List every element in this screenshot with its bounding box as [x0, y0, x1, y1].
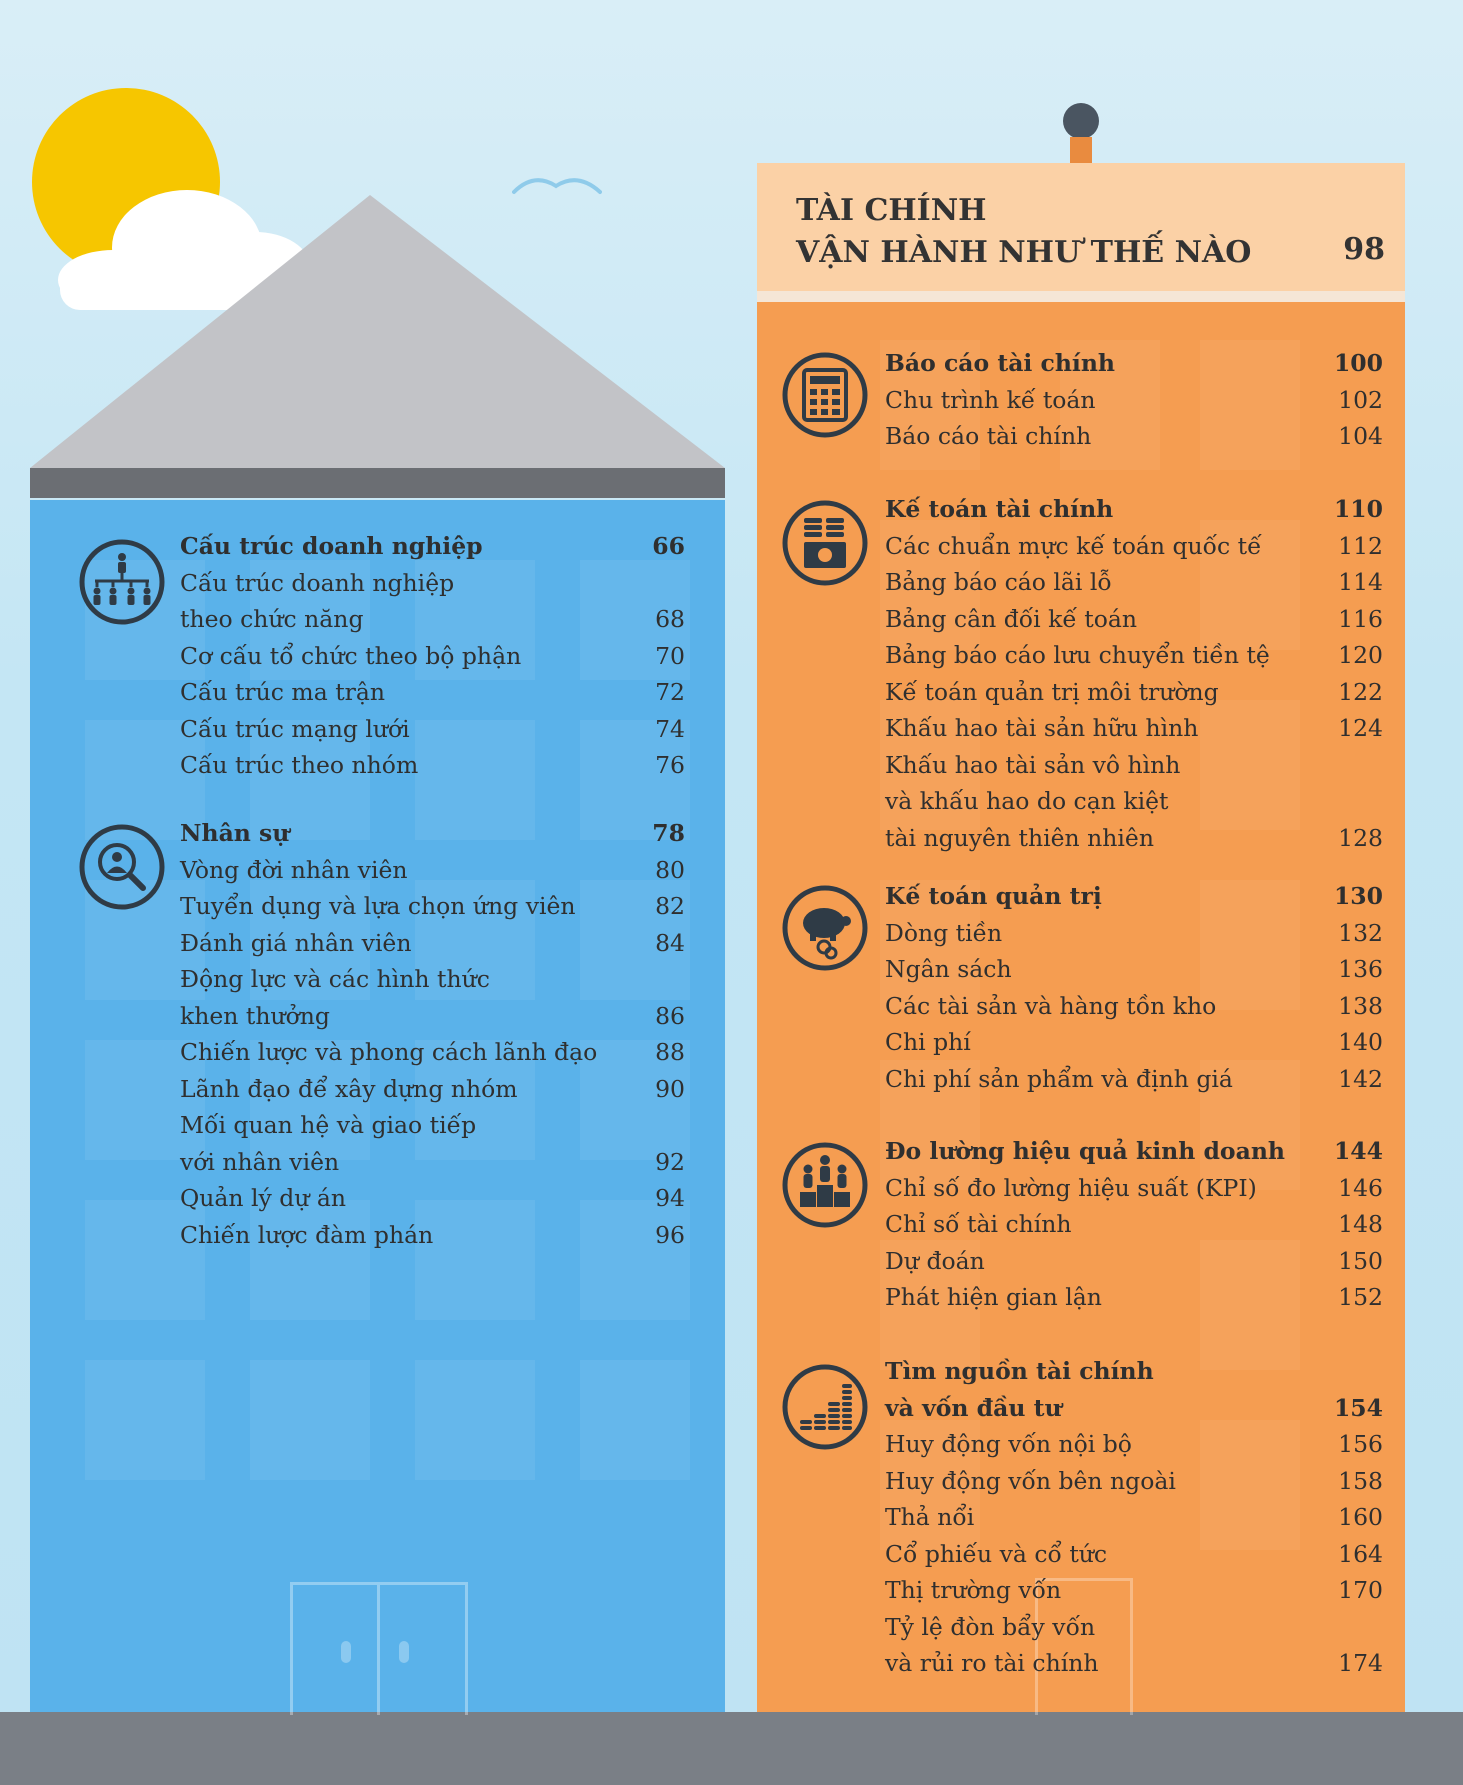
chapter-page: 98	[1343, 232, 1385, 267]
ground-strip	[0, 1712, 1463, 1785]
left-door	[290, 1582, 468, 1715]
toc-entry[interactable]: Các chuẩn mực kế toán quốc tế 112	[885, 531, 1383, 560]
toc-entry[interactable]: Dòng tiền 132	[885, 918, 1383, 947]
section-heading[interactable]: Báo cáo tài chính 100	[885, 349, 1383, 377]
toc-entry[interactable]: Thả nổi 160	[885, 1503, 1383, 1531]
toc-entry[interactable]: Kế toán quản trị môi trường 122	[885, 677, 1383, 706]
toc-entry[interactable]: Chu trình kế toán 102	[885, 385, 1383, 414]
toc-entry[interactable]: Cơ cấu tổ chức theo bộ phận 70	[180, 641, 685, 670]
section-heading[interactable]: Nhân sự 78	[180, 819, 685, 847]
chapter-title-line2: VẬN HÀNH NHƯ THẾ NÀO	[796, 235, 1252, 270]
person-search-icon	[77, 822, 167, 912]
toc-entry[interactable]: Ngân sách 136	[885, 955, 1383, 983]
roof-eave	[30, 468, 725, 498]
section-heading[interactable]: Kế toán quản trị 130	[885, 882, 1383, 910]
toc-entry[interactable]: Đánh giá nhân viên 84	[180, 928, 685, 957]
calculator-icon	[780, 350, 870, 440]
chapter-title	[796, 190, 1251, 274]
toc-entry[interactable]: Mối quan hệ và giao tiếp với nhân viên 92	[180, 1111, 685, 1176]
toc-entry[interactable]: Cấu trúc mạng lưới 74	[180, 714, 685, 743]
antenna-ball	[1063, 103, 1099, 139]
toc-entry[interactable]: Lãnh đạo để xây dựng nhóm 90	[180, 1074, 685, 1103]
bird-icon	[512, 170, 602, 198]
toc-entry[interactable]: Dự đoán 150	[885, 1246, 1383, 1275]
coin-stacks-icon	[780, 1362, 870, 1452]
toc-entry[interactable]: Phát hiện gian lận 152	[885, 1283, 1383, 1311]
toc-section-performance-measurement	[885, 1133, 1383, 1316]
toc-section-human-resources	[180, 815, 685, 1253]
toc-section-finance-investment	[885, 1353, 1383, 1682]
toc-entry[interactable]: Động lực và các hình thức khen thưởng 86	[180, 965, 685, 1030]
toc-entry[interactable]: Cấu trúc ma trận 72	[180, 678, 685, 706]
coins-banknote-icon	[780, 498, 870, 588]
toc-entry[interactable]: Bảng báo cáo lưu chuyển tiền tệ 120	[885, 641, 1383, 669]
org-chart-icon	[77, 537, 167, 627]
piggy-bank-icon	[780, 883, 870, 973]
section-heading[interactable]: Cấu trúc doanh nghiệp 66	[180, 532, 685, 560]
toc-entry[interactable]: Huy động vốn bên ngoài 158	[885, 1466, 1383, 1495]
toc-entry[interactable]: Chi phí 140	[885, 1028, 1383, 1056]
toc-entry[interactable]: Cấu trúc theo nhóm 76	[180, 751, 685, 779]
header-gap	[757, 291, 1405, 302]
toc-entry[interactable]: Báo cáo tài chính 104	[885, 422, 1383, 450]
section-heading[interactable]: Kế toán tài chính 110	[885, 495, 1383, 523]
section-heading[interactable]: Đo lường hiệu quả kinh doanh 144	[885, 1137, 1383, 1165]
toc-entry[interactable]: Chi phí sản phẩm và định giá 142	[885, 1064, 1383, 1093]
toc-entry[interactable]: Khấu hao tài sản vô hình và khấu hao do cạn kiệt tài nguyên thiên nhiên 128	[885, 750, 1383, 852]
chapter-title-line1: TÀI CHÍNH	[796, 193, 987, 228]
toc-entry[interactable]: Khấu hao tài sản hữu hình 124	[885, 714, 1383, 742]
toc-entry[interactable]: Chiến lược và phong cách lãnh đạo 88	[180, 1038, 685, 1066]
toc-entry[interactable]: Chỉ số tài chính 148	[885, 1210, 1383, 1238]
toc-entry[interactable]: Cổ phiếu và cổ tức 164	[885, 1539, 1383, 1568]
toc-entry[interactable]: Cấu trúc doanh nghiệp theo chức năng 68	[180, 568, 685, 633]
toc-entry[interactable]: Quản lý dự án 94	[180, 1184, 685, 1212]
antenna-pole	[1070, 137, 1092, 163]
section-heading[interactable]: Tìm nguồn tài chính và vốn đầu tư 154	[885, 1357, 1383, 1422]
toc-entry[interactable]: Thị trường vốn 170	[885, 1576, 1383, 1604]
toc-entry[interactable]: Huy động vốn nội bộ 156	[885, 1430, 1383, 1458]
roof	[30, 195, 725, 470]
toc-entry[interactable]: Tỷ lệ đòn bẩy vốn và rủi ro tài chính 174	[885, 1612, 1383, 1677]
toc-section-management-accounting	[885, 878, 1383, 1097]
toc-section-financial-accounting	[885, 491, 1383, 856]
podium-icon	[780, 1140, 870, 1230]
toc-entry[interactable]: Chiến lược đàm phán 96	[180, 1220, 685, 1249]
toc-entry[interactable]: Vòng đời nhân viên 80	[180, 855, 685, 884]
toc-entry[interactable]: Chỉ số đo lường hiệu suất (KPI) 146	[885, 1173, 1383, 1202]
toc-entry[interactable]: Các tài sản và hàng tồn kho 138	[885, 991, 1383, 1020]
toc-entry[interactable]: Bảng cân đối kế toán 116	[885, 604, 1383, 633]
toc-section-business-structure	[180, 528, 685, 784]
toc-entry[interactable]: Tuyển dụng và lựa chọn ứng viên 82	[180, 892, 685, 920]
toc-section-financial-statements	[885, 345, 1383, 455]
toc-entry[interactable]: Bảng báo cáo lãi lỗ 114	[885, 568, 1383, 596]
